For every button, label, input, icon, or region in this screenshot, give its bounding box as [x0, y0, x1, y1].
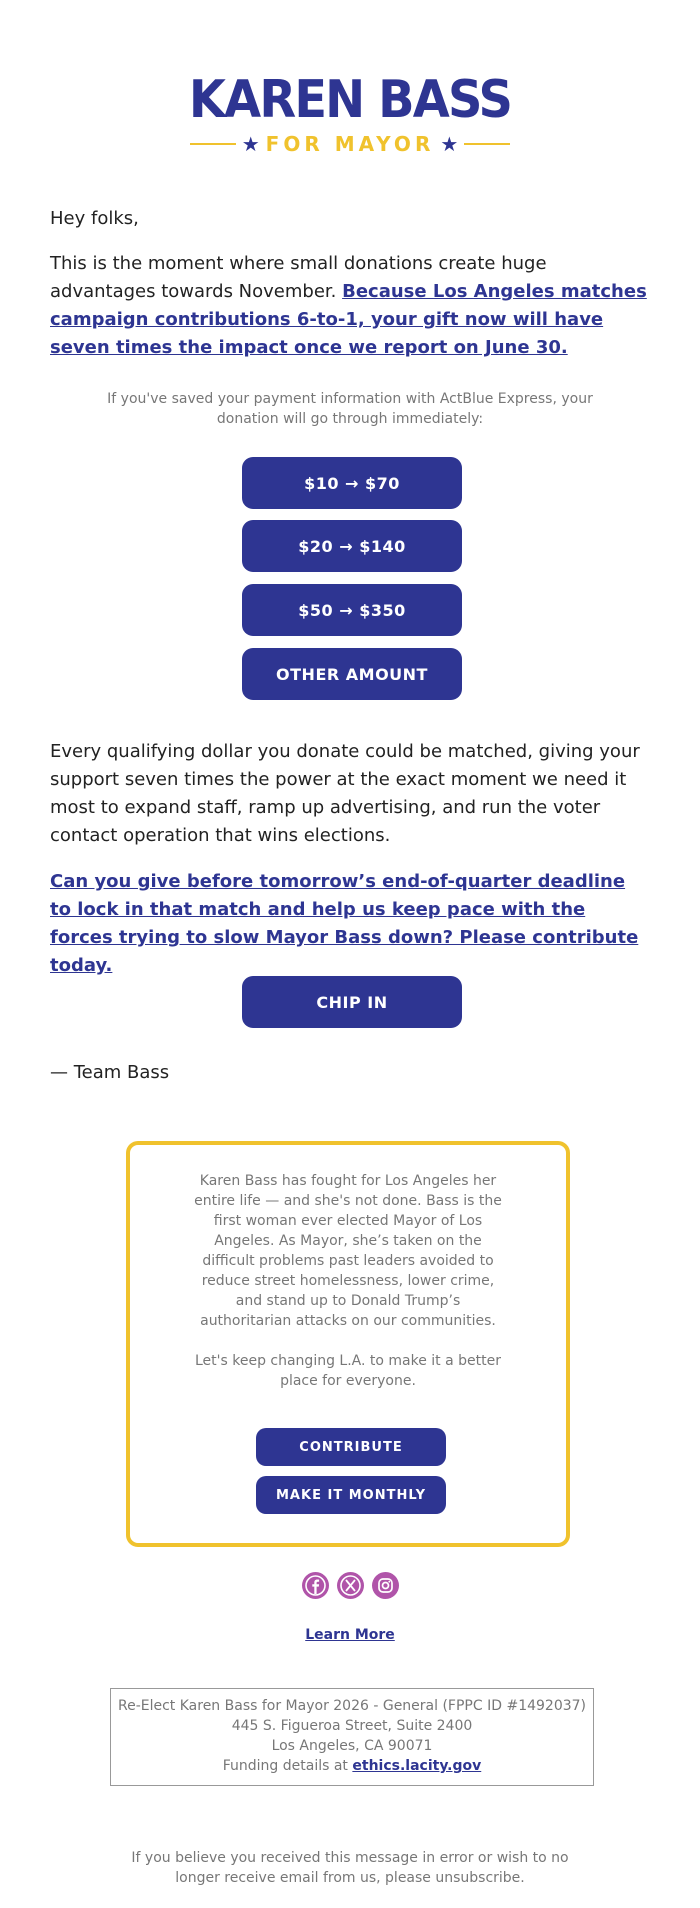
- match-info-link[interactable]: Because Los Angeles matches campaign contributions 6-to-1, your gift now will have seven times the impact once we report on June 30.: [50, 281, 647, 358]
- x-icon[interactable]: [337, 1572, 364, 1599]
- about-text: Karen Bass has fought for Los Angeles her entire life — and she's not done. Bass is the first woman ever elected Mayor of Los Angeles. As Mayor, she’s taken on the difficult problems past leaders avoided to reduce street homelessness, lower crime, and stand up to Donald Trump’s authoritarian attacks on our communities.: [194, 1173, 502, 1329]
- match-paragraph: Every qualifying dollar you donate could be matched, giving your support seven times the power at the exact moment we need it most to expand staff, ramp up advertising, and run the voter contact operation that wins elections.: [50, 741, 640, 846]
- donate-50-button[interactable]: $50 → $350: [242, 584, 462, 636]
- street-address: 445 S. Figueroa Street, Suite 2400: [231, 1718, 473, 1734]
- other-amount-button[interactable]: OTHER AMOUNT: [242, 648, 462, 700]
- logo-tagline-row: [190, 130, 510, 158]
- city-address: Los Angeles, CA 90071: [271, 1738, 433, 1754]
- contribute-today-link[interactable]: Can you give before tomorrow’s end-of-quarter deadline to lock in that match and help us keep pace with the forces trying to slow Mayor Bass down? Please contribute today.: [50, 871, 639, 976]
- committee-name: Re-Elect Karen Bass for Mayor 2026 - General (FPPC ID #1492037): [117, 1698, 586, 1714]
- chip-in-button[interactable]: CHIP IN: [242, 976, 462, 1028]
- greeting: Hey folks,: [50, 208, 139, 229]
- closing-text: Let's keep changing L.A. to make it a better place for everyone.: [194, 1353, 501, 1389]
- star-icon: ★: [241, 132, 260, 156]
- campaign-logo: [0, 72, 700, 158]
- legal-disclaimer: [110, 1688, 594, 1786]
- contribute-button[interactable]: CONTRIBUTE: [256, 1428, 446, 1466]
- signoff: — Team Bass: [50, 1062, 170, 1083]
- about-card: [126, 1141, 570, 1547]
- actblue-express-note: If you've saved your payment information with ActBlue Express, your donation will go through immediately:: [107, 391, 593, 427]
- logo-rule-right: [464, 143, 510, 145]
- funding-prefix: Funding details at: [222, 1758, 353, 1774]
- make-it-monthly-button[interactable]: MAKE IT MONTHLY: [256, 1476, 446, 1514]
- donate-20-button[interactable]: $20 → $140: [242, 520, 462, 572]
- unsubscribe-note[interactable]: If you believe you received this message in error or wish to no longer receive email from us, please unsubscribe.: [131, 1850, 569, 1886]
- learn-more-link[interactable]: Learn More: [305, 1627, 395, 1643]
- ethics-link[interactable]: ethics.lacity.gov: [352, 1758, 482, 1774]
- deadline-paragraph: [50, 868, 650, 980]
- intro-text: This is the moment where small donations create huge advantages towards November.: [50, 253, 547, 302]
- facebook-icon[interactable]: [302, 1572, 329, 1599]
- star-icon: ★: [440, 132, 459, 156]
- social-links: [0, 1572, 700, 1599]
- funding-details: [111, 1756, 593, 1776]
- logo-name: KAREN BASS: [188, 70, 512, 130]
- logo-rule-left: [190, 143, 236, 145]
- logo-tagline: FOR MAYOR: [265, 132, 435, 156]
- intro-paragraph: [50, 250, 650, 362]
- donate-10-button[interactable]: $10 → $70: [242, 457, 462, 509]
- instagram-icon[interactable]: [372, 1572, 399, 1599]
